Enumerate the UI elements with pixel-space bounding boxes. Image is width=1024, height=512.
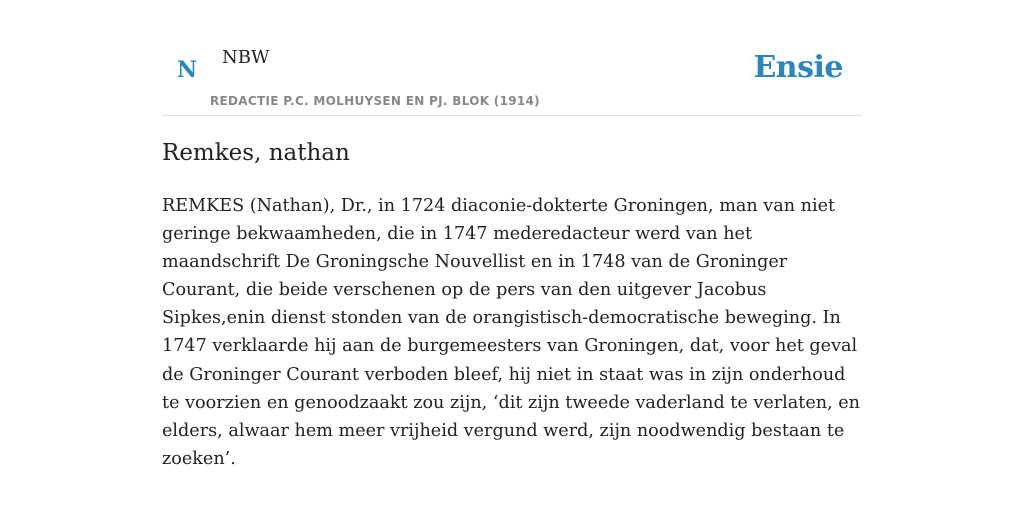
article-body: REMKES (Nathan), Dr., in 1724 diaconie-dokterte Groningen, man van niet geringe bekwaamheden, die in 1747 mederedacteur werd van het maandschrift De Groningsche Nouvellist en in 1748 van de Groninger Courant, die beide verschenen op de pers van den uitgever Jacobus Sipkes,enin dienst stonden van de orangistisch-democratische beweging. In 1747 verklaarde hij aan de burgemeesters van Groningen, dat, voor het geval de Groninger Courant verboden bleef, hij niet in staat was in zijn onderhoud te voorzien en genoodzaakt zou zijn, ‘dit zijn tweede vaderland te verlaten, en elders, alwaar hem meer vrijheid vergund werd, zijn noodwendig bestaan te zoeken’. xyxy=(162,196,861,469)
brand-logo[interactable]: Ensie xyxy=(753,50,843,85)
article-card xyxy=(162,0,862,512)
header-divider xyxy=(162,115,862,116)
source-logo[interactable]: N xyxy=(177,57,198,83)
source-name[interactable]: NBW xyxy=(222,47,270,68)
source-subtitle: REDACTIE P.C. MOLHUYSEN EN PJ. BLOK (1914) xyxy=(210,94,540,108)
article-title: Remkes, nathan xyxy=(162,140,350,166)
